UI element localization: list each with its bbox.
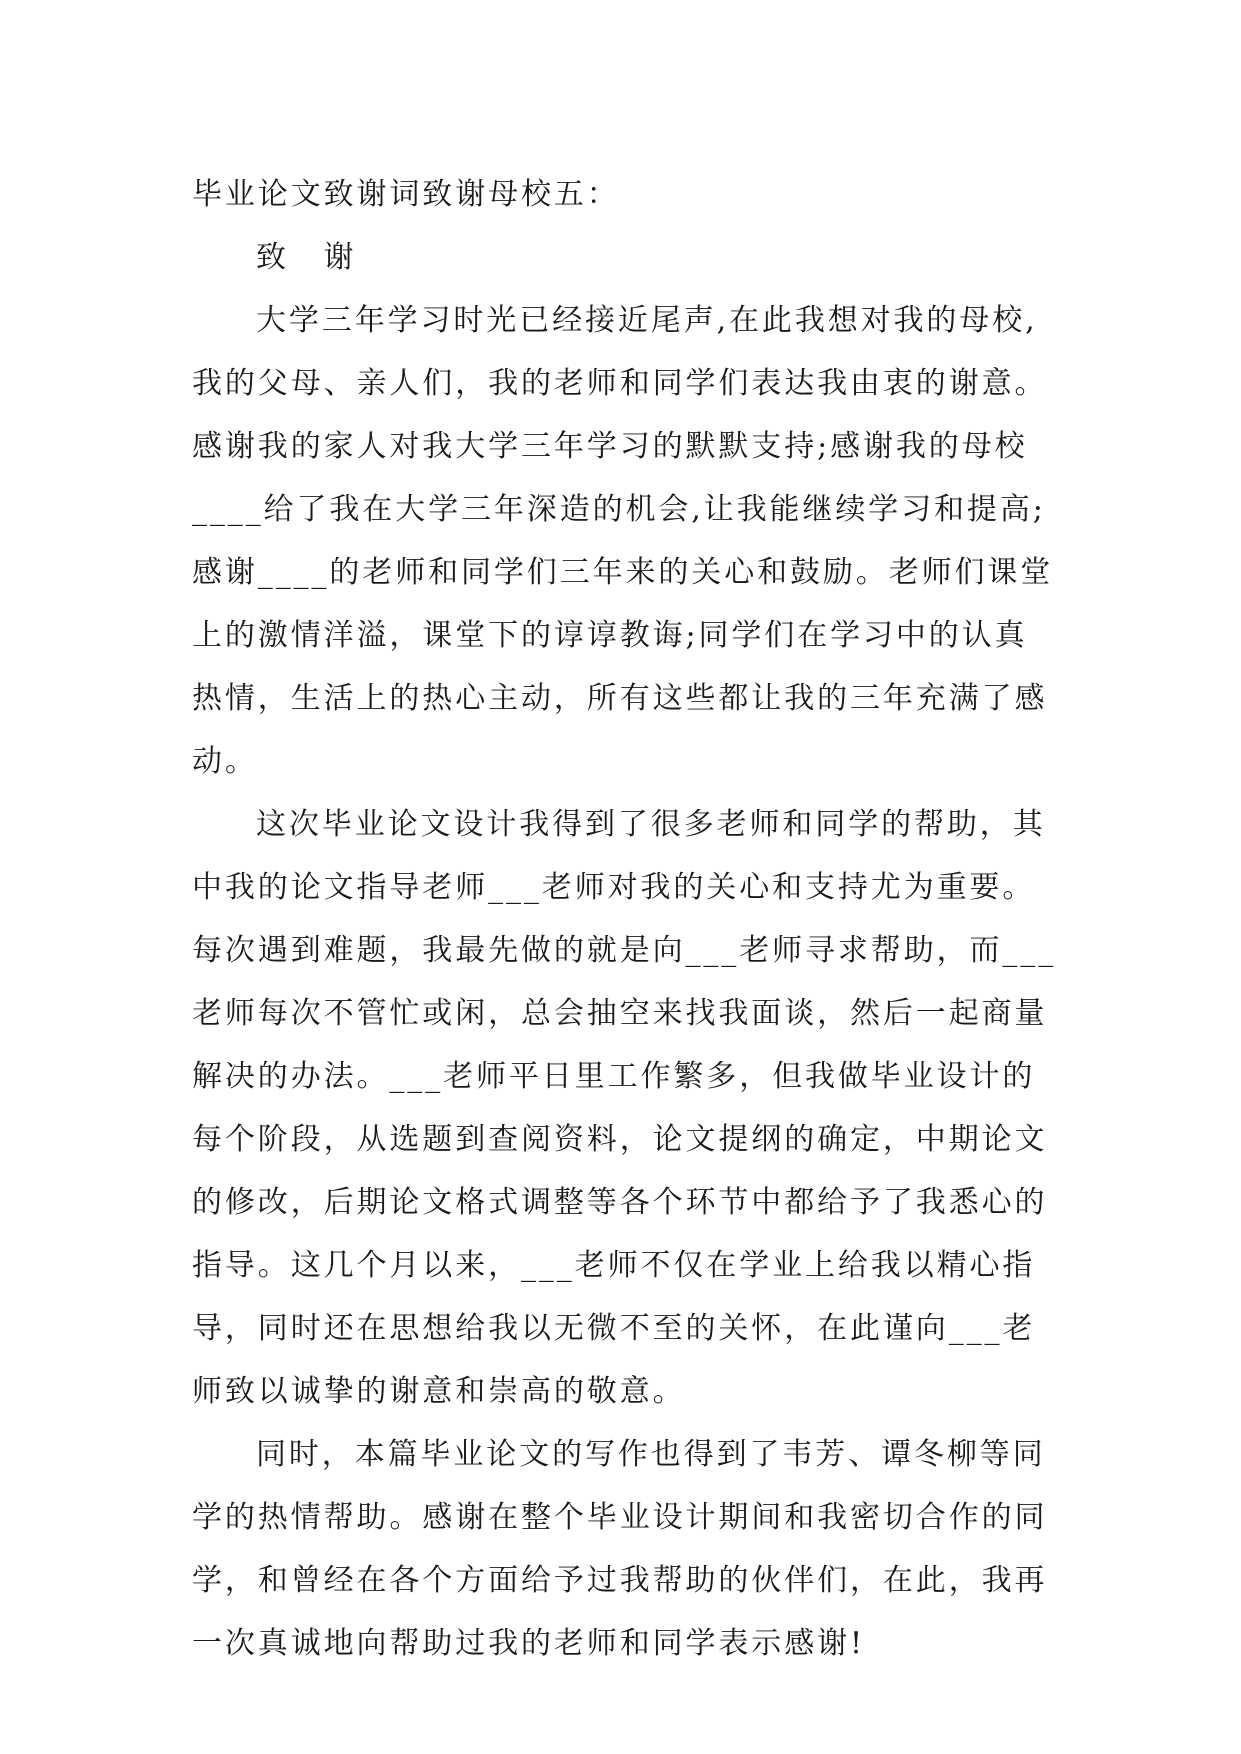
paragraph-line: 动。 [192,744,258,779]
paragraph-line: 我的父母、亲人们，我的老师和同学们表达我由衷的谢意。 [192,366,1048,401]
section-title: 致 谢 [256,240,368,275]
paragraph-line: 解决的办法。___老师平日里工作繁多，但我做毕业设计的 [192,1059,1036,1094]
paragraph-line: 同时，本篇毕业论文的写作也得到了韦芳、谭冬柳等同 [256,1437,1046,1472]
paragraph-line: 一次真诚地向帮助过我的老师和同学表示感谢! [192,1626,865,1661]
paragraph-line: 导，同时还在思想给我以无微不至的关怀，在此谨向___老 [192,1311,1036,1346]
paragraph-line: 老师每次不管忙或闲，总会抽空来找我面谈，然后一起商量 [192,996,1048,1031]
paragraph-line: 指导。这几个月以来，___老师不仅在学业上给我以精心指 [192,1248,1036,1283]
paragraph-line: 这次毕业论文设计我得到了很多老师和同学的帮助，其 [256,807,1046,842]
paragraph-line: 每个阶段，从选题到查阅资料，论文提纲的确定，中期论文 [192,1122,1048,1157]
paragraph-line: 师致以诚挚的谢意和崇高的敬意。 [192,1374,686,1409]
paragraph-1 [192,289,1082,793]
paragraph-2 [192,793,1082,1423]
paragraph-line: ____给了我在大学三年深造的机会,让我能继续学习和提高; [192,492,1046,527]
paragraph-line: 感谢____的老师和同学们三年来的关心和鼓励。老师们课堂 [192,555,1054,590]
paragraph-line: 学的热情帮助。感谢在整个毕业设计期间和我密切合作的同 [192,1500,1048,1535]
paragraph-line: 中我的论文指导老师___老师对我的关心和支持尤为重要。 [192,870,1036,905]
paragraph-line: 热情，生活上的热心主动，所有这些都让我的三年充满了感 [192,681,1048,716]
paragraph-line: 大学三年学习时光已经接近尾声,在此我想对我的母校, [256,303,1038,338]
paragraph-line: 学，和曾经在各个方面给予过我帮助的伙伴们，在此，我再 [192,1563,1048,1598]
paragraph-line: 的修改，后期论文格式调整等各个环节中都给予了我悉心的 [192,1185,1048,1220]
paragraph-line: 感谢我的家人对我大学三年学习的默默支持;感谢我的母校 [192,429,1028,464]
document-body [192,163,1082,1675]
paragraph-line: 上的激情洋溢，课堂下的谆谆教诲;同学们在学习中的认真 [192,618,1028,653]
paragraph-3 [192,1423,1082,1675]
document-heading: 毕业论文致谢词致谢母校五： [192,177,620,212]
paragraph-line: 每次遇到难题，我最先做的就是向___老师寻求帮助，而___ [192,933,1057,968]
